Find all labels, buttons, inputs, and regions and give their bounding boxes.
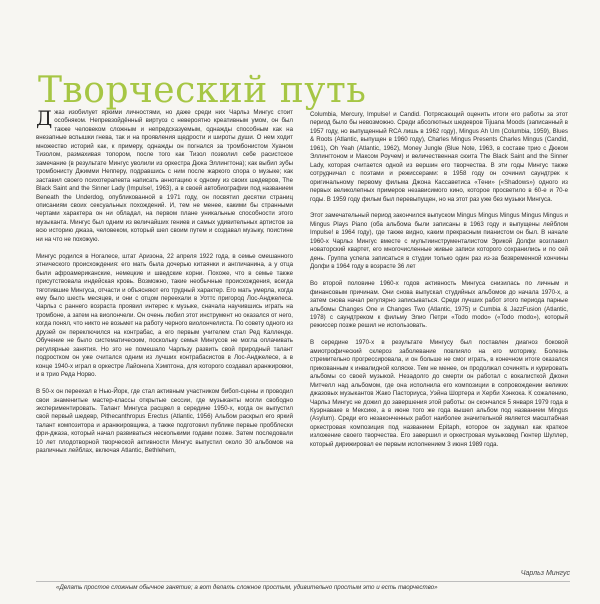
dropcap: Д (36, 106, 53, 130)
paragraph (36, 106, 293, 244)
left-column (36, 106, 293, 464)
paragraph: Во второй половине 1960-х годов активность Мингуса снизилась по личным и финансовым причинам. Они снова выпускал студийных альбомов до начала 1970-х, а затем снова начал регулярно записываться. Среди лучших работ этого периода парные альбомы Changes One и Changes Two (Atlantic, 1975) и Cumbia & JazzFusion (Atlantic, 1978) с саундтреком к фильму Элио Петри «Todo modo» («Todo modo»), который режиссер позже решил не использовать. (310, 280, 568, 330)
paragraph: В 50-х он переехал в Нью-Йорк, где стал активным участником бибоп-сцены и проводил свои знаменитые мастер-классы открытые сессии, где музыканты могли свободно экспериментировать. Талант Мингуса расцвел в середине 1950-х, когда он выпустил свой первый шедевр, Pithecanthropus Erectus (Atlantic, 1956) Альбом раскрыл его яркий талант композитора и аранжировщика, а также подготовил публике первые пробблески фри-джаза, который начал развиваться несколькими годами позже. Затем последовали 10 лет плодотворной творческой активности Мингус выпустил около 30 альбомов на различных лейблах, включая Atlantic, Bethlehem, (36, 388, 293, 455)
paragraph: Columbia, Mercury, Impulse! и Candid. Потрясающий оценить итоги его работы за этот период было бы невозможно. Среди абсолютных шедевров Tijuana Moods (записанный в 1957 году, но выпущенный RCA лишь в 1962 году), Mingus Ah Um (Columbia, 1959), Blues & Roots (Atlantic, выпущен в 1960 году), Charles Mingus Presents Charles Mingus (Candid, 1961), Oh Yeah (Atlantic, 1962), Money Jungle (Blue Note, 1963, в составе трио с Дюком Эллингтоном и Максом Роучем) и величественная сюита The Black Saint and the Sinner Lady, которая считается одной из вершин его творчества. В эти годы Мингус также сотрудничал с поэтами и режиссерами: в 1958 году он сочинил саундтрек к оригинальному первому фильма Джона Кассаветиса «Тени» («Shadows») одного из первых великолепных примеров независимого кино, которое просветило в 60-е и 70-е годы. В 1959 году фильм был перевыпущен, но на этот раз уже без музыки Мингуса. (310, 111, 568, 203)
right-column (310, 111, 568, 458)
paragraph: Мингус родился в Ногалесе, штат Аризона, 22 апреля 1922 года, в семье смешанного этнического происхождения: его мать была дочерью китаянки и англичанина, а у отца были афроамериканские, немецкие и шведские корни. Похоже, что в семье также присутствовала индейская кровь. Возможно, такие необычные происхождения, всегда тяготившие Мингуса, отчасти и объясняют его трудный характер. Его мать умерла, когда ему было шесть месяцев, и они с отцом переехали в Уоттс пригород Лос-Анджелеса. Чарльз с раннего возраста проявил интерес к музыке, сначала научившись играть на тромбоне, а затем на виолончели. Он очень любил этот инструмент но оказался от него, когда понял, что никто не возьмет на работу черного виолончелиста. По совету одного из друзей он переключился на контрабас, а его первым учителем стал Ред Калленде. Обучение не было систематическим, поскольку семья Мингусов не могла оплачивать регулярные занятия. Но это не помешало Чарльзу развить свой природный талант подростком он уже считался одним из лучших контрабасистов в Лос-Анджелесе, а в конце 1940-х играл в оркестре Лайонела Хэмптона, для которого создавал аранжировки, и в трио Реда Норво. (36, 252, 293, 379)
paragraph-text: жаз изобилует яркими личностями, но даже среди них Чарльз Мингус стоит особняком. Непревзойдённый виртуоз с невероятно креативным умом, он был также человеком сложным и непредсказуемым, однажды способным как на внезапные вспышки гнева, так и на проявления щедрости и широты души. О нем ходит множество историй как, к примеру, однажды он погнался за тромбонистом Хуаном Тизолом, размахивая топором, после того как Тизол позволил себе расистское замечание (в результате Мингус уволили из оркестра Дюка Эллингтона); как выбил зубы тромбонисту Джимми Непперу, подравшись с ним после жаркого спора о музыке; как заставил своего психотерапевта написать аннотацию к одному из своих шедевров, The Black Saint and the Sinner Lady (Impulse!, 1963), а в своей автобиографии под названием Beneath the Underdog, опубликованной в 1971 году, он посвятил десятки страниц описаниям своих сексуальных похождений. И, тем не менее, какими бы странными чертами характера он ни обладал, на первом плане уникальные способности этого музыканта. Мингус был одним из величайших гениев и самых удивительных артистов за всю историю джаза, человеком, который шел своим путем и создавал музыку, поистине ни на что не похожую. (36, 109, 293, 243)
footer-running-head: Чарльз Мингус (520, 570, 570, 577)
footer-quote: «Делать простое сложным обычное занятие; а вот делать сложное простым, удивительно простым это и есть творчество» (56, 584, 438, 591)
footer-divider (36, 581, 570, 582)
paragraph: Этот замечательный период закончился выпуском Mingus Mingus Mingus Mingus Mingus и Mingus Plays Piano (оба альбома были записаны в 1963 году и выпущены лейблом Impulse! в 1964 году), где также видно, каким прекрасным пианистом он был. В начале 1960-х Чарльз Мингус вместе с мультиинструменталистом Эрикой Долфи возглавил новаторский квартет, его многочисленные живые записи которого сохранились и по сей день. Группа успела записаться в студии только один раз из-за безвременной кончины Долфи в 1964 году в возрасте 36 лет (310, 212, 568, 271)
page-title: Творческий путь (38, 70, 367, 111)
paragraph: В середине 1970-х в результате Мингусу был поставлен диагноз боковой амиотрофический склероз заболевание повлияло на его моторику. Болезнь стремительно прогрессировала, и он больше не смог играть, в конечном итоге оказался прикованным к инвалидной коляске. Тем не менее, он продолжал сочинять и курировать альбомы со своей музыкой. Незадолго до смерти он работал с вокалисткой Джони Митчелл над альбомом, где она исполнила его композиции в сопровождении великих джазовых музыкантов Жако Пасториуса, Уэйна Шортера и Херби Хэнкока. К сожалению, Чарльз Мингус не дожил до завершения этой работы: он скончался 5 января 1979 года в Куэрнаваке в Мексике, а в июне того же года вышел альбом под названием Mingus (Asylum). Среди его незаконченных работ наиболее значительной является масштабная оркестровая композиция под названием Epitaph, которое он задумал как краткое изложение своего творчества. Его завершил и оркестровая музыковед Гюнтер Шуллер, который дирижировал ее первым исполнением 3 июня 1989 года. (310, 339, 568, 448)
